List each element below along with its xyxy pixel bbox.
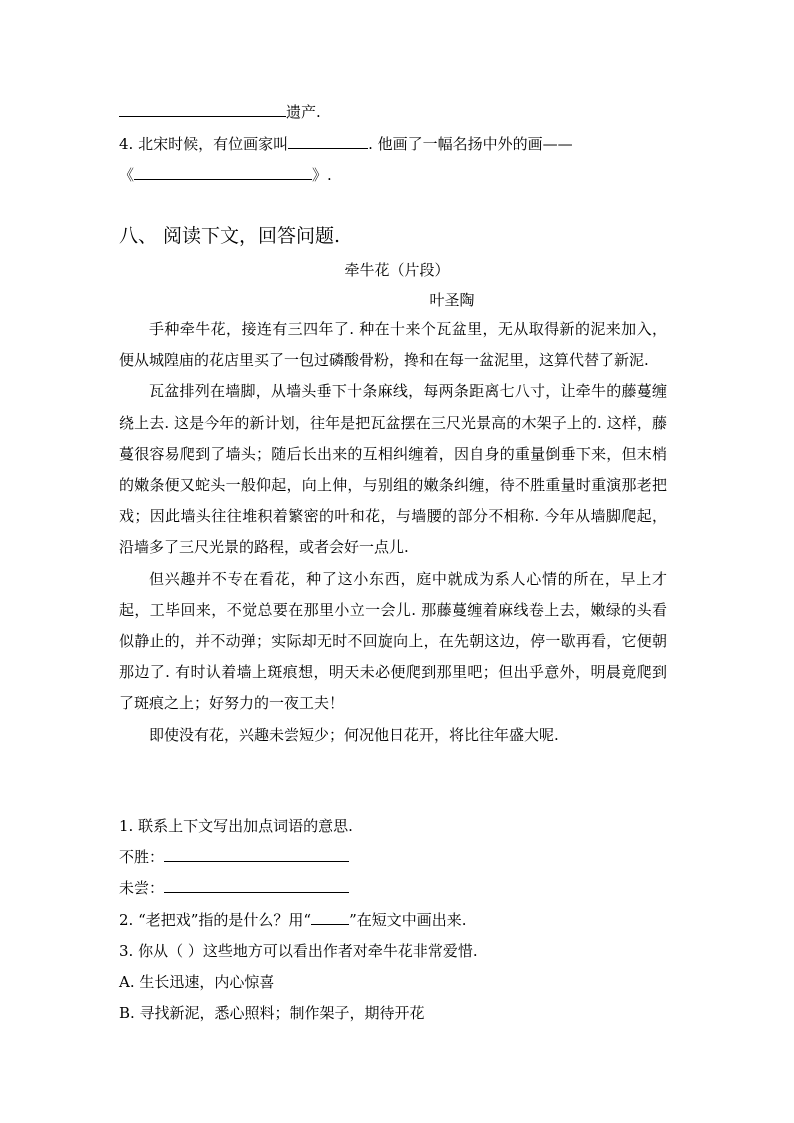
passage-author: 叶圣陶: [429, 291, 475, 309]
answer-blank[interactable]: [119, 101, 286, 117]
fill-line-heritage: 遗产.: [119, 101, 321, 122]
answer-blank[interactable]: [134, 164, 312, 180]
question-3: 3. 你从（ ）这些地方可以看出作者对牵牛花非常爱惜.: [119, 942, 478, 960]
paragraph: 手种牵牛花，接连有三四年了. 种在十来个瓦盆里，无从取得新的泥来加入，便从城隍庙的花店里买了一包过磷酸骨粉，搀和在每一盆泥里，这算代替了新泥.: [119, 320, 667, 370]
paragraph: 即使没有花，兴趣未尝短少；何况他日花开，将比往年盛大呢.: [149, 725, 559, 744]
passage-title: 牵牛花（片段）: [344, 261, 450, 279]
question-4: 4. 北宋时候，有位画家叫 . 他画了一幅名扬中外的画——: [119, 135, 573, 153]
answer-blank[interactable]: [164, 846, 349, 862]
answer-blank[interactable]: [288, 133, 368, 149]
question-4-painting: 《 》.: [119, 166, 332, 184]
paragraph: 瓦盆排列在墙脚，从墙头垂下十条麻线，每两条距离七八寸，让牵牛的藤蔓缠绕上去. 这是今年的新计划，往年是把瓦盆摆在三尺光景高的木架子上的. 这样，藤蔓很容易爬到了墙头；随后长出来的互相纠缠着，因自身的重量倒垂下来，但末梢的嫩条便又蛇头一般仰起，向上伸，与别组的嫩条纠缠，待不胜重量时重演那老把戏；因此墙头往往堆积着繁密的叶和花，与墙腰的部分不相称. 今年从墙脚爬起，沿墙多了三尺光景的路程，或者会好一点儿.: [119, 382, 667, 557]
option-b[interactable]: B. 寻找新泥，悉心照料；制作架子，期待开花: [119, 1004, 425, 1022]
question-1: 1. 联系上下文写出加点词语的意思.: [119, 817, 353, 835]
answer-blank[interactable]: [164, 877, 349, 893]
underline-mark: [311, 909, 349, 925]
paragraph: 但兴趣并不专在看花，种了这小东西，庭中就成为系人心情的所在，早上才起，工毕回来，不觉总要在那里小立一会儿. 那藤蔓缠着麻线卷上去，嫩绿的头看似静止的，并不动弹；实际却无时不回旋向上，在先朝这边，停一歇再看，它便朝那边了. 有时认着墙上斑痕想，明天未必便爬到那里吧；但出乎意外，明晨竟爬到了斑痕之上；好努力的一夜工夫！: [119, 569, 667, 713]
question-1-a: 不胜：: [119, 846, 349, 867]
section-heading: 八、 阅读下文，回答问题.: [119, 225, 341, 247]
question-1-b: 未尝：: [119, 877, 349, 898]
passage-body: [119, 314, 667, 751]
question-2: 2. “老把戏”指的是什么？用“ ”在短文中画出来.: [119, 911, 467, 929]
option-a[interactable]: A. 生长迅速，内心惊喜: [119, 973, 275, 991]
